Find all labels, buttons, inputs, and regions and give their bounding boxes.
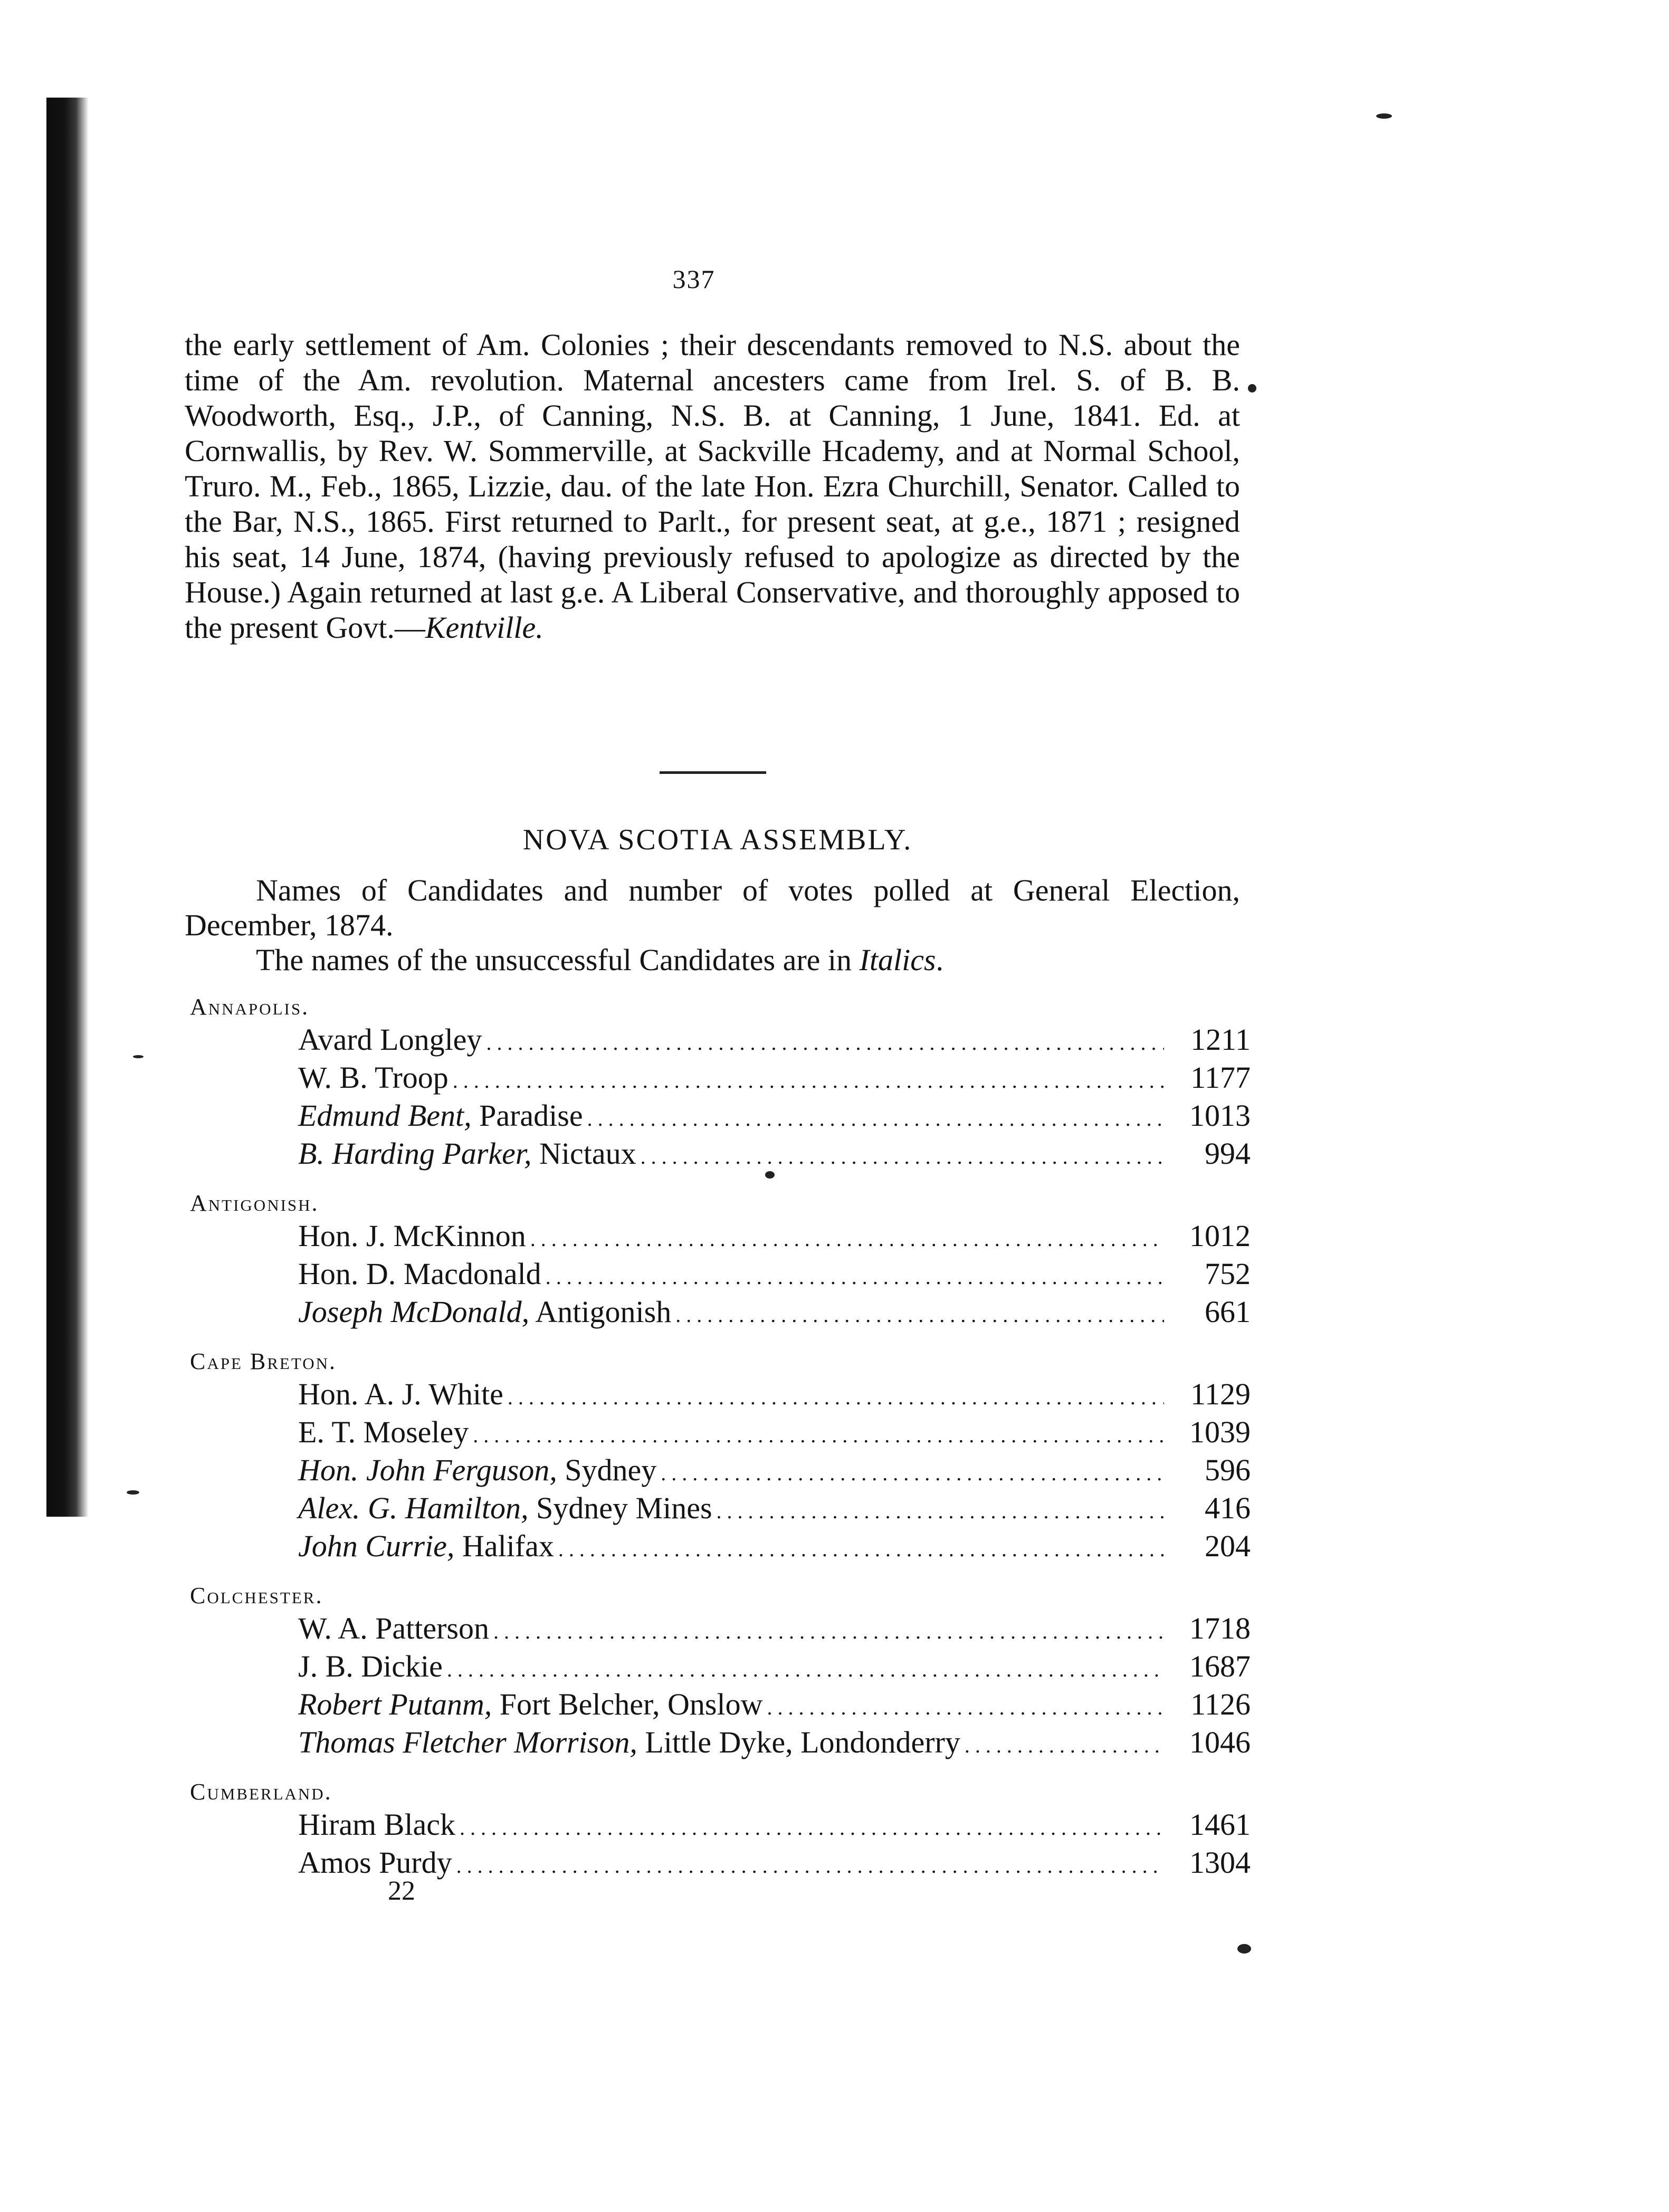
italics-note-prefix: The names of the unsuccessful Candidates are in xyxy=(256,943,860,977)
dot-leader xyxy=(456,1849,1164,1883)
candidate-name-cell xyxy=(298,1415,469,1450)
candidate-name: Hon. John Ferguson, xyxy=(298,1453,557,1487)
candidate-name-cell xyxy=(298,1807,455,1842)
vote-count: 1718 xyxy=(1189,1611,1251,1645)
candidate-row xyxy=(190,1687,1251,1725)
candidate-name: Alex. G. Hamilton, xyxy=(298,1491,529,1525)
dot-leader xyxy=(508,1380,1164,1415)
candidate-place: Fort Belcher, Onslow xyxy=(492,1687,763,1721)
candidate-name-cell xyxy=(298,1257,541,1291)
candidate-name-cell xyxy=(298,1136,636,1171)
vote-count: 1687 xyxy=(1189,1649,1251,1683)
candidate-name: Thomas Fletcher Morrison, xyxy=(298,1725,637,1759)
candidate-name-cell xyxy=(298,1022,482,1057)
candidate-place: Halifax xyxy=(454,1529,554,1563)
vote-count: 1013 xyxy=(1189,1098,1251,1133)
candidate-place: Little Dyke, Londonderry xyxy=(637,1725,960,1759)
candidate-name-cell xyxy=(298,1529,554,1564)
county-heading: Antigonish. xyxy=(190,1190,319,1216)
county-heading: Cape Breton. xyxy=(190,1348,337,1374)
vote-count: 1046 xyxy=(1189,1725,1251,1759)
candidate-name-cell xyxy=(298,1219,526,1253)
candidate-row xyxy=(190,1453,1251,1491)
candidate-name: J. B. Dickie xyxy=(298,1649,443,1683)
vote-count: 661 xyxy=(1205,1295,1251,1329)
intro-line: Names of Candidates and number of votes polled at General Election, December, 1874. xyxy=(185,873,1240,942)
signature-mark: 22 xyxy=(388,1876,415,1906)
candidate-name-cell xyxy=(298,1060,449,1095)
dot-leader xyxy=(717,1494,1164,1529)
dot-leader xyxy=(641,1139,1164,1174)
candidate-name-cell xyxy=(298,1295,671,1329)
candidate-name: John Currie, xyxy=(298,1529,455,1563)
dot-leader xyxy=(767,1690,1164,1725)
dot-leader xyxy=(473,1418,1164,1453)
section-intro xyxy=(185,873,1240,978)
scan-speck xyxy=(133,1055,144,1058)
dot-leader xyxy=(486,1026,1164,1060)
candidate-row xyxy=(190,1415,1251,1453)
candidate-name: Hon. A. J. White xyxy=(298,1377,503,1411)
candidate-name: Edmund Bent, xyxy=(298,1098,472,1133)
italics-note-word: Italics xyxy=(859,943,936,977)
dot-leader xyxy=(546,1260,1164,1295)
candidate-name: Hon. D. Macdonald xyxy=(298,1257,541,1291)
biography-text xyxy=(185,327,1240,645)
candidate-row xyxy=(190,1649,1251,1687)
vote-count: 752 xyxy=(1205,1257,1251,1291)
vote-count: 204 xyxy=(1205,1529,1251,1563)
candidate-name: E. T. Moseley xyxy=(298,1415,469,1449)
biography-paragraph xyxy=(185,327,1240,645)
dot-leader xyxy=(493,1614,1164,1649)
candidate-place: Paradise xyxy=(471,1098,583,1133)
election-results xyxy=(190,992,1251,1883)
dot-leader xyxy=(530,1222,1164,1257)
county-heading: Colchester. xyxy=(190,1583,323,1608)
vote-count: 1012 xyxy=(1189,1219,1251,1253)
section-divider xyxy=(660,771,766,774)
candidate-name-cell xyxy=(298,1725,960,1760)
candidate-place: Sydney xyxy=(557,1453,657,1487)
candidate-name: Robert Putanm, xyxy=(298,1687,492,1721)
vote-count: 1461 xyxy=(1189,1807,1251,1842)
binding-shadow xyxy=(46,98,89,1517)
candidate-name: Amos Purdy xyxy=(298,1845,452,1880)
dot-leader xyxy=(453,1064,1164,1098)
candidate-name-cell xyxy=(298,1491,712,1526)
candidate-name-cell xyxy=(298,1687,762,1722)
candidate-name: Avard Longley xyxy=(298,1022,482,1057)
candidate-name: Hiram Black xyxy=(298,1807,455,1842)
candidate-name: Hon. J. McKinnon xyxy=(298,1219,526,1253)
dot-leader xyxy=(675,1298,1164,1333)
candidate-name-cell xyxy=(298,1611,489,1646)
dot-leader xyxy=(447,1652,1164,1687)
dot-leader xyxy=(460,1811,1164,1845)
candidate-row xyxy=(190,1845,1251,1883)
dot-leader xyxy=(965,1728,1164,1763)
candidate-place: Nictaux xyxy=(531,1136,636,1171)
vote-count: 994 xyxy=(1205,1136,1251,1171)
vote-count: 1304 xyxy=(1189,1845,1251,1880)
candidate-name: W. B. Troop xyxy=(298,1060,449,1095)
scan-speck xyxy=(1248,384,1256,392)
biography-place: Kentville. xyxy=(425,610,543,645)
county-heading: Annapolis. xyxy=(190,994,310,1020)
candidate-row xyxy=(190,1725,1251,1763)
candidate-row xyxy=(190,1098,1251,1136)
scan-speck xyxy=(1237,1944,1251,1954)
candidate-name-cell xyxy=(298,1845,452,1880)
vote-count: 1211 xyxy=(1190,1022,1251,1057)
candidate-row xyxy=(190,1219,1251,1257)
section-title: NOVA SCOTIA ASSEMBLY. xyxy=(522,823,913,856)
dot-leader xyxy=(587,1102,1164,1136)
candidate-name: Joseph McDonald, xyxy=(298,1295,530,1329)
candidate-row xyxy=(190,1529,1251,1567)
vote-count: 1126 xyxy=(1190,1687,1251,1721)
candidate-place: Antigonish xyxy=(529,1295,672,1329)
candidate-row xyxy=(190,1295,1251,1333)
candidate-name-cell xyxy=(298,1649,443,1684)
candidate-name-cell xyxy=(298,1453,656,1488)
candidate-name: B. Harding Parker, xyxy=(298,1136,532,1171)
dot-leader xyxy=(661,1456,1164,1491)
candidate-row xyxy=(190,1136,1251,1174)
vote-count: 1129 xyxy=(1190,1377,1251,1411)
candidate-row xyxy=(190,1807,1251,1845)
candidate-row xyxy=(190,1377,1251,1415)
candidate-row xyxy=(190,1491,1251,1529)
scan-speck xyxy=(1376,113,1392,119)
candidate-row xyxy=(190,1611,1251,1649)
dot-leader xyxy=(558,1532,1164,1567)
vote-count: 416 xyxy=(1205,1491,1251,1525)
scan-speck xyxy=(127,1490,139,1495)
county-heading: Cumberland. xyxy=(190,1779,332,1805)
biography-body: the early settlement of Am. Colonies ; their descendants removed to N.S. about the time of the Am. revolution. Maternal ancesters came from Irel. S. of B. B. Woodworth, Esq., J.P., of Canning, N.S. B. at Canning, 1 June, 1841. Ed. at Cornwallis, by Rev. W. Sommerville, at Sackville Hcademy, and at Normal School, Truro. M., Feb., 1865, Lizzie, dau. of the late Hon. Ezra Churchill, Senator. Called to the Bar, N.S., 1865. First returned to Parlt., for present seat, at g.e., 1871 ; resigned his seat, 14 June, 1874, (having previously refused to apologize as directed by the House.) Again returned at last g.e. A Liberal Conservative, and thoroughly apposed to the present Govt.— xyxy=(185,328,1240,645)
page-number: 337 xyxy=(672,264,716,294)
candidate-row xyxy=(190,1022,1251,1060)
candidate-name: W. A. Patterson xyxy=(298,1611,489,1645)
vote-count: 1177 xyxy=(1190,1060,1251,1095)
italics-note-suffix: . xyxy=(936,943,944,977)
candidate-place: Sydney Mines xyxy=(528,1491,712,1525)
italics-note xyxy=(185,943,1240,978)
vote-count: 596 xyxy=(1205,1453,1251,1487)
candidate-name-cell xyxy=(298,1098,583,1133)
candidate-row xyxy=(190,1257,1251,1295)
vote-count: 1039 xyxy=(1189,1415,1251,1449)
candidate-row xyxy=(190,1060,1251,1098)
candidate-name-cell xyxy=(298,1377,503,1412)
